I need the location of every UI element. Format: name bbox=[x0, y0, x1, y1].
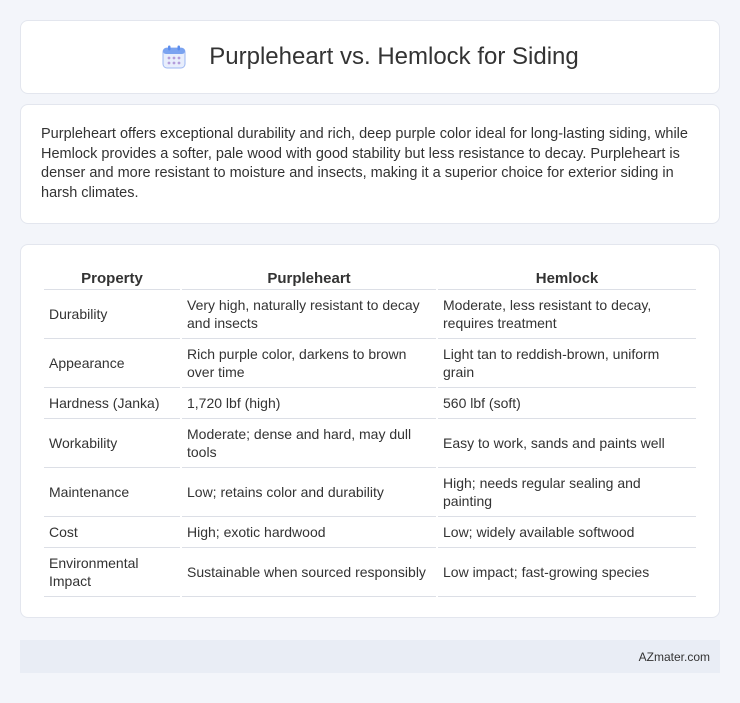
cell-purpleheart: Low; retains color and durability bbox=[182, 468, 436, 517]
cell-property: Cost bbox=[44, 517, 180, 548]
table-row bbox=[44, 388, 696, 419]
header-card bbox=[20, 20, 720, 94]
cell-property: Workability bbox=[44, 419, 180, 468]
cell-hemlock: Low impact; fast-growing species bbox=[438, 548, 696, 597]
summary-text: Purpleheart offers exceptional durability and rich, deep purple color ideal for long-lasting siding, while Hemlock provides a softer, pale wood with good stability but less resistance to decay. Purpleheart is denser and more resistant to moisture and insects, making it a superior choice for exterior siding in harsh climates. bbox=[41, 126, 688, 201]
table-row bbox=[44, 339, 696, 388]
cell-purpleheart: Moderate; dense and hard, may dull tools bbox=[182, 419, 436, 468]
summary-card bbox=[20, 104, 720, 224]
header-purpleheart: Purpleheart bbox=[182, 265, 436, 290]
calendar-icon bbox=[161, 44, 187, 70]
cell-property: Appearance bbox=[44, 339, 180, 388]
table-row bbox=[44, 419, 696, 468]
title-wrap bbox=[161, 43, 579, 71]
cell-hemlock: Low; widely available softwood bbox=[438, 517, 696, 548]
cell-purpleheart: High; exotic hardwood bbox=[182, 517, 436, 548]
table-row bbox=[44, 290, 696, 339]
header-hemlock: Hemlock bbox=[438, 265, 696, 290]
cell-hemlock: Light tan to reddish-brown, uniform grain bbox=[438, 339, 696, 388]
page-title: Purpleheart vs. Hemlock for Siding bbox=[209, 43, 579, 70]
footer-bar bbox=[20, 640, 720, 673]
header-property: Property bbox=[44, 265, 180, 290]
cell-hemlock: Moderate, less resistant to decay, requires treatment bbox=[438, 290, 696, 339]
table-row bbox=[44, 548, 696, 597]
table-row bbox=[44, 468, 696, 517]
cell-hemlock: Easy to work, sands and paints well bbox=[438, 419, 696, 468]
cell-purpleheart: 1,720 lbf (high) bbox=[182, 388, 436, 419]
footer-brand[interactable]: AZmater.com bbox=[638, 649, 710, 664]
cell-property: Hardness (Janka) bbox=[44, 388, 180, 419]
cell-hemlock: High; needs regular sealing and painting bbox=[438, 468, 696, 517]
table-row bbox=[44, 517, 696, 548]
cell-hemlock: 560 lbf (soft) bbox=[438, 388, 696, 419]
cell-purpleheart: Rich purple color, darkens to brown over time bbox=[182, 339, 436, 388]
cell-property: Maintenance bbox=[44, 468, 180, 517]
cell-purpleheart: Very high, naturally resistant to decay and insects bbox=[182, 290, 436, 339]
cell-purpleheart: Sustainable when sourced responsibly bbox=[182, 548, 436, 597]
comparison-table-card bbox=[20, 244, 720, 618]
cell-property: Environmental Impact bbox=[44, 548, 180, 597]
table-header-row bbox=[44, 265, 696, 290]
comparison-table bbox=[42, 265, 698, 597]
cell-property: Durability bbox=[44, 290, 180, 339]
